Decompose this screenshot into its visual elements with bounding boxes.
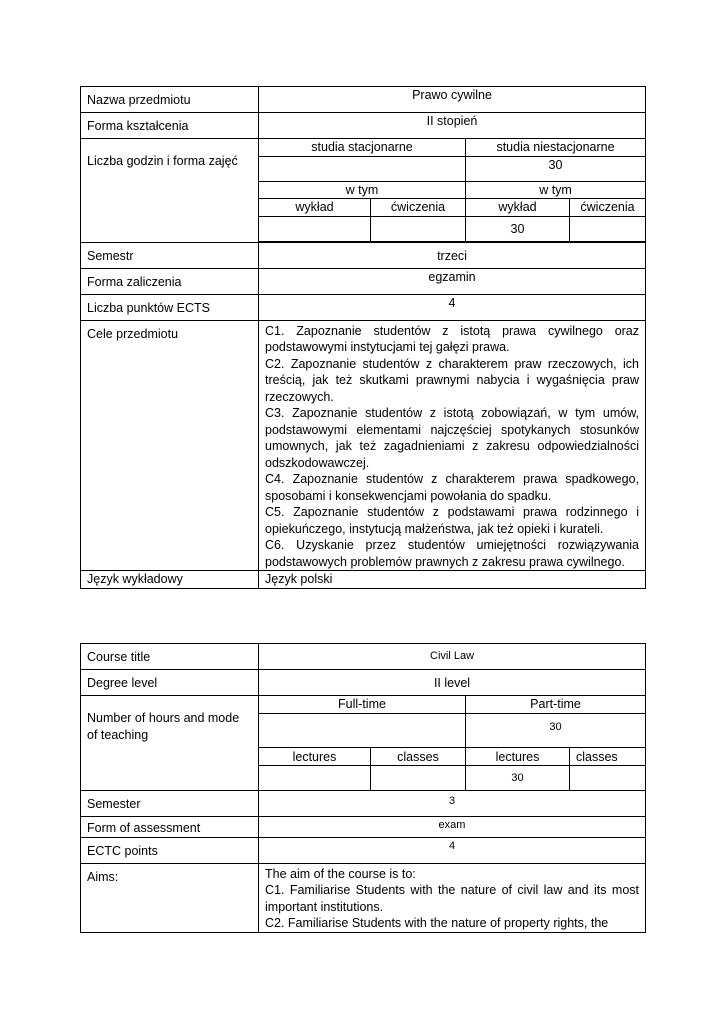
full-time-total-en [259, 713, 466, 747]
value-semester-en: 3 [259, 791, 646, 817]
label-course-name: Nazwa przedmiotu [81, 87, 259, 113]
label-semester-en: Semester [81, 791, 259, 817]
aim-item: The aim of the course is to: [265, 866, 416, 881]
label-aims: Cele przedmiotu [81, 320, 259, 571]
header-full-time-en: Full-time [259, 696, 466, 714]
value-assessment-en: exam [259, 817, 646, 838]
part-time-total: 30 [466, 156, 646, 181]
header-part-time: studia niestacjonarne [466, 139, 646, 157]
value-form-of-study: II stopień [259, 113, 646, 139]
value-language: Język polski [259, 571, 646, 589]
part-time-classes-header: ćwiczenia [570, 199, 646, 217]
full-time-lectures-header-en: lectures [259, 747, 371, 766]
full-time-lectures-hours-en [259, 766, 371, 791]
full-time-subheader: w tym [259, 181, 466, 199]
aim-item: C2. Zapoznanie studentów z charakterem praw rzeczowych, ich treścią, jak też skutkami prawnymi nabycia i wygaśnięcia praw rzeczowych. [265, 356, 640, 404]
full-time-lectures-header: wykład [259, 199, 371, 217]
value-course-name: Prawo cywilne [259, 87, 646, 113]
value-degree-level: II level [259, 670, 646, 696]
header-part-time-en: Part-time [466, 696, 646, 714]
value-ects-en: 4 [259, 837, 646, 863]
aim-item: C1. Zapoznanie studentów z istotą prawa cywilnego oraz podstawowymi instytucjami tej gałęzi prawa. [265, 323, 640, 354]
full-time-classes-header-en: classes [371, 747, 466, 766]
aim-item: C3. Zapoznanie studentów z istotą zobowiązań, w tym umów, podstawowymi elementami najczęściej spotykanych stosunków umownych, jak też zagadnieniami z zakresu odpowiedzialności odszkodowawczej. [265, 406, 640, 470]
part-time-lectures-header-en: lectures [466, 747, 570, 766]
header-full-time: studia stacjonarne [259, 139, 466, 157]
label-semester: Semestr [81, 242, 259, 268]
label-course-title: Course title [81, 644, 259, 670]
label-hours: Liczba godzin i forma zajęć [81, 139, 259, 243]
part-time-lectures-header: wykład [466, 199, 570, 217]
full-time-classes-hours-en [371, 766, 466, 791]
aim-item: C5. Zapoznanie studentów z podstawami prawa rodzinnego i opiekuńczego, instytucją małżeństwa, jak też opieki i kurateli. [265, 505, 640, 536]
full-time-total [259, 156, 466, 181]
label-hours-en: Number of hours and mode of teaching [81, 696, 259, 791]
aim-item: C1. Familiarise Students with the nature of civil law and its most important institutions. [265, 883, 640, 914]
part-time-subheader: w tym [466, 181, 646, 199]
label-language: Język wykładowy [81, 571, 259, 589]
part-time-classes-hours-en [570, 766, 646, 791]
label-ects: Liczba punktów ECTS [81, 294, 259, 320]
full-time-classes-hours [371, 216, 466, 241]
aims-list-en [259, 863, 646, 932]
value-semester: trzeci [259, 242, 646, 268]
course-table-english [80, 643, 646, 933]
aim-item: C2. Familiarise Students with the nature of property rights, the [265, 916, 609, 930]
label-assessment: Forma zaliczenia [81, 268, 259, 294]
aim-item: C4. Zapoznanie studentów z charakterem prawa spadkowego, sposobami i konsekwencjami powołania do spadku. [265, 472, 640, 503]
label-assessment-en: Form of assessment [81, 817, 259, 838]
part-time-lectures-hours: 30 [466, 216, 570, 241]
aims-list [259, 320, 646, 571]
full-time-classes-header: ćwiczenia [371, 199, 466, 217]
value-assessment: egzamin [259, 268, 646, 294]
label-degree-level: Degree level [81, 670, 259, 696]
label-aims-en: Aims: [81, 863, 259, 932]
aim-item: C6. Uzyskanie przez studentów umiejętności rozwiązywania podstawowych problemów prawnych z zakresu prawa cywilnego. [265, 538, 640, 569]
course-table-polish [80, 86, 646, 589]
part-time-classes-hours [570, 216, 646, 241]
label-ects-en: ECTC points [81, 837, 259, 863]
value-course-title: Civil Law [259, 644, 646, 670]
part-time-total-en: 30 [466, 713, 646, 747]
part-time-lectures-hours-en: 30 [466, 766, 570, 791]
value-ects: 4 [259, 294, 646, 320]
part-time-classes-header-en: classes [570, 747, 646, 766]
label-form-of-study: Forma kształcenia [81, 113, 259, 139]
full-time-lectures-hours [259, 216, 371, 241]
